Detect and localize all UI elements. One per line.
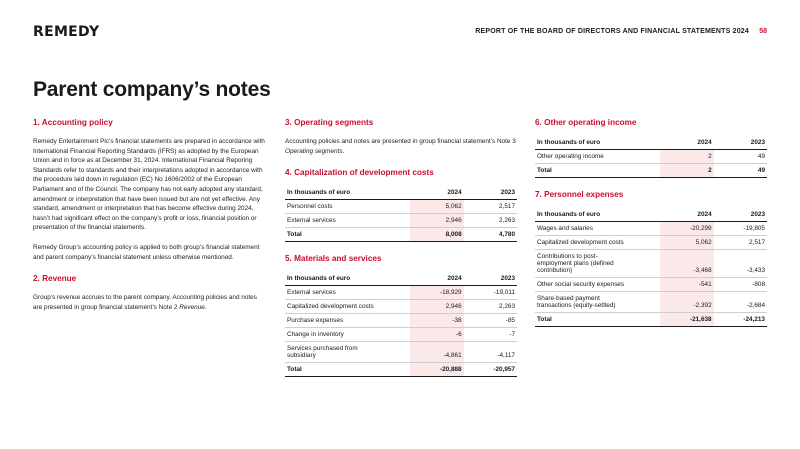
table-total-row: Total -20,888 -20,957 [285,363,517,377]
table-row: Share-based payment transactions (equity-settled) -2,392 -2,684 [535,292,767,313]
table-row: Personnel costs 5,062 2,517 [285,200,517,214]
column-right [535,118,767,327]
table-total-row: Total 8,008 4,780 [285,228,517,242]
table-total-row: Total -21,638 -24,213 [535,313,767,327]
table-row: Wages and salaries -20,299 -19,805 [535,222,767,236]
table-header-row: In thousands of euro 2024 2023 [535,209,767,222]
personnel-table [535,209,767,327]
personnel-heading: 7. Personnel expenses [535,190,624,199]
capitalization-table [285,187,517,242]
other-income-table [535,137,767,178]
table-row: External services 2,946 2,263 [285,214,517,228]
page-header [33,24,767,40]
page-title: Parent company’s notes [33,78,271,101]
table-row: Purchase expenses -38 -85 [285,314,517,328]
revenue-heading: 2. Revenue [33,274,77,284]
table-row: Other operating income 2 49 [535,150,767,164]
table-header-row: In thousands of euro 2024 2023 [535,137,767,150]
table-row: Services purchased from subsidiary -4,861 -4,117 [285,342,517,363]
accounting-policy-para2: Remedy Group’s accounting policy is applied to both group’s financial statement and parent company’s financial statement unless otherwise mentioned. [33,243,260,261]
table-row: Change in inventory -6 -7 [285,328,517,342]
materials-heading: 5. Materials and services [285,254,382,264]
table-row: Capitalized development costs 5,062 2,517 [535,236,767,250]
capitalization-heading: 4. Capitalization of development costs [285,168,434,178]
report-title: REPORT OF THE BOARD OF DIRECTORS AND FINANCIAL STATEMENTS 2024 [475,28,749,35]
revenue-text: Group’s revenue accrues to the parent company. Accounting policies and notes are presented in group financial statement’s Note 2 Revenue. [33,294,257,311]
remedy-logo: REMEDY [33,24,100,40]
operating-segments-heading: 3. Operating segments [285,118,374,127]
other-income-heading: 6. Other operating income [535,118,637,127]
table-total-row: Total 2 49 [535,164,767,178]
table-row: Capitalized development costs 2,946 2,263 [285,300,517,314]
table-header-row: In thousands of euro 2024 2023 [285,187,517,200]
column-left [33,118,267,312]
table-row: Other social security expenses -541 -808 [535,278,767,292]
accounting-policy-heading: 1. Accounting policy [33,118,113,127]
materials-table [285,273,517,377]
table-row: Contributions to post-employment plans (defined contribution) -3,468 -3,433 [535,250,767,278]
page-number: 58 [759,28,767,35]
column-middle [285,118,517,377]
table-header-row: In thousands of euro 2024 2023 [285,273,517,286]
table-row: External services -18,929 -19,011 [285,286,517,300]
accounting-policy-para1: Remedy Entertainment Plc’s financial statements are prepared in accordance with International Financial Reporting Standards (IFRS) as adopted by the European Union and in force as at December 31, 2024. International Financial Reporing Standards refer to standards and their interpretations adopted in accordance with the procedure laid down in regulation (EC) No 1606/2002 of the European Parliament and of the Council. The company has not early adopted any standard, amendment or interpretation that have been issued but are not yet effective. Any standard, amendment or interpretation that has become effective during 2024, hasn’t had significant effect on the company’s profit or loss, financial position or presentation of the financial statements. [33,138,265,232]
operating-segments-text: Accounting policies and notes are presented in group financial statement’s Note 3 Operating segments. [285,138,516,155]
